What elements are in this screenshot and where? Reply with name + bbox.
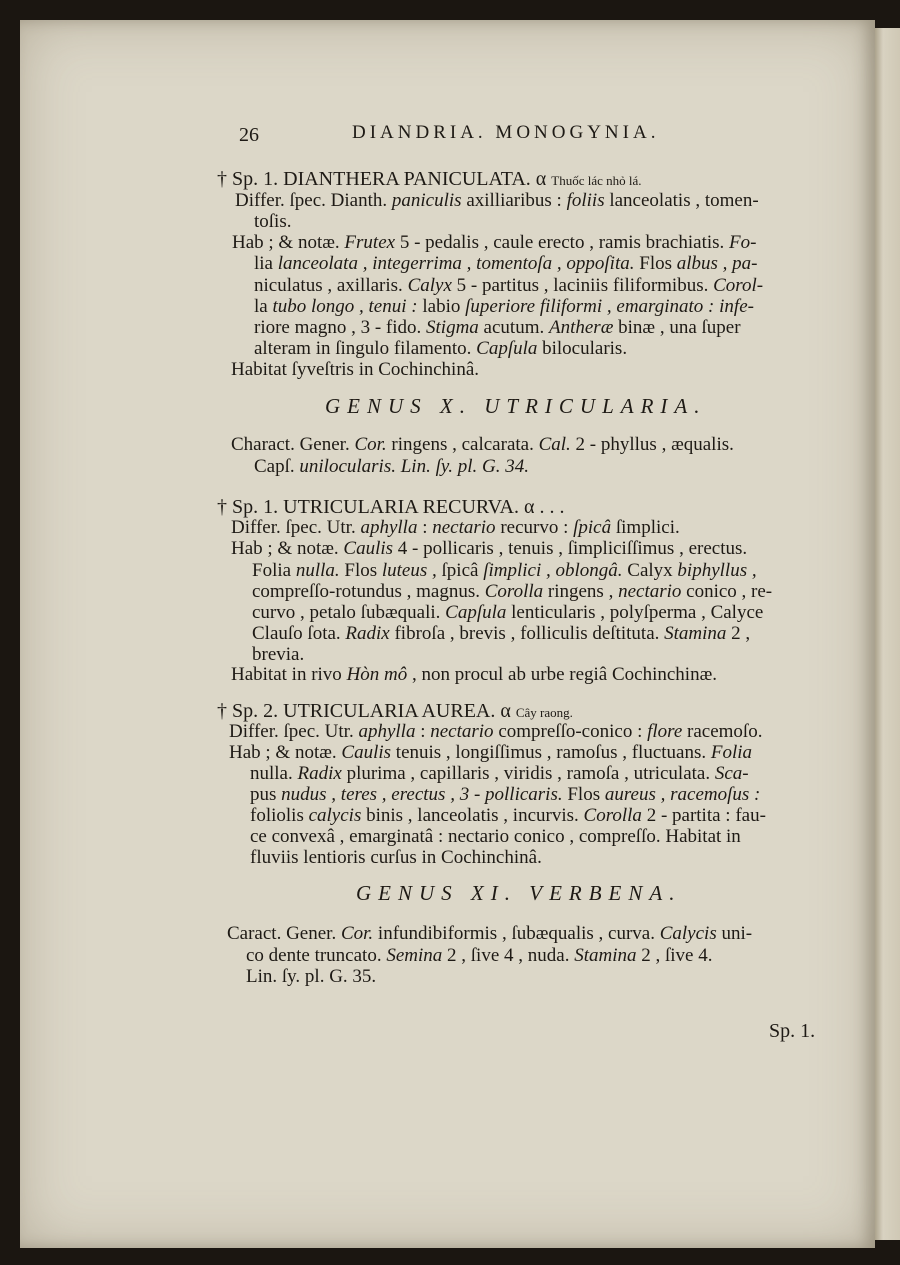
text-line [252,602,763,624]
italic-term: Corolla [484,581,544,602]
text-run: Capſ. [254,456,295,477]
text-run: 2 - phyllus , æqualis. [570,434,734,455]
dagger-mark: † Sp. 2. [217,700,279,722]
text-run: recurvo : [495,517,574,538]
text-run: Flos [639,253,672,274]
text-line [227,923,752,945]
catchword: Sp. 1. [769,1020,816,1042]
text-line [254,456,529,478]
text-run: labio [422,296,461,317]
italic-term: aureus , racemoſus : [600,784,761,805]
text-run: foliolis [250,805,309,826]
text-run: 5 - pedalis , caule erecto , ramis brachiatis. [395,232,730,253]
italic-term: nudus , teres , erectus , 3 - pollicaris. [276,784,568,805]
text-run: nulla. [250,763,298,784]
text-run: Calyx [627,560,673,581]
text-run: uni- [716,923,753,944]
text-run: fluviis lentioris curſus in Cochinchinâ. [250,847,542,868]
text-run: curvo , petalo ſubæquali. [252,602,446,623]
italic-term: Calycis [659,923,717,944]
italic-term: albus , pa- [672,253,758,274]
text-run: compreſſo-conico : [493,721,648,742]
text-run: infundibiformis , ſubæqualis , curva. [373,923,660,944]
italic-term: Antheræ [548,317,614,338]
species-name: UTRICULARIA AUREA. [283,700,496,722]
italic-term: Radix [345,623,390,644]
text-run: compreſſo-rotundus , magnus. [252,581,485,602]
text-line [231,538,747,560]
italic-term: Stigma [426,317,479,338]
italic-term: Stamina [664,623,727,644]
text-line [250,805,766,827]
text-line [254,317,741,339]
text-line [252,560,757,582]
text-run: plurima , capillaris , viridis , ramoſa , utriculata. [341,763,715,784]
italic-term: nectario [618,581,682,602]
text-run: Hab ; & notæ. [232,232,345,253]
text-run: : [417,517,433,538]
italic-term: Caulis [343,538,394,559]
italic-term: ſimplici , oblongâ. [478,560,628,581]
text-line [231,664,717,686]
text-run: Clauſo ſota. [252,623,346,644]
italic-term: Hòn mô [346,664,408,685]
text-run: Caract. Gener. [227,923,341,944]
text-run: alteram in ſingulo filamento. [254,338,477,359]
text-line [229,742,752,764]
text-line [254,275,763,297]
italic-term: tubo longo , tenui : [267,296,423,317]
text-run: lia [254,253,273,274]
text-run: 2 , [726,623,751,644]
text-line [254,338,627,360]
species-heading-utricularia-recurva [217,496,564,518]
text-run: 2 , ſive 4. [636,945,713,966]
text-run: : [415,721,431,742]
text-run: 2 - partita : fau- [641,805,766,826]
italic-term: aphylla [358,721,416,742]
italic-term: ſuperiore filiformi , emarginato : infe- [460,296,754,317]
italic-term: Frutex [344,232,396,253]
text-line [246,966,376,988]
text-run: ringens , [543,581,619,602]
italic-term: Cor. [340,923,374,944]
vernacular-name: Thuốc lác nhỏ lá. [551,173,642,188]
text-line [250,847,542,869]
text-line [229,721,762,743]
species-heading-dianthera [217,168,642,192]
text-run: 4 - pollicaris , tenuis , ſimpliciſſimus , erectus. [393,538,748,559]
italic-term: nectario [432,517,496,538]
text-run: ringens , calcarata. [386,434,539,455]
text-run: ſimplici. [611,517,680,538]
vernacular-name: Cây raong. [515,705,573,720]
italic-term: Capſula [476,338,538,359]
page-number: 26 [239,124,259,146]
text-line [246,945,713,967]
text-run: lanceolatis , tomen- [604,190,759,211]
book-page [20,20,875,1248]
text-run: axilliaribus : [461,190,567,211]
text-line [254,296,754,318]
text-run: , non procul ab urbe regiâ Cochinchinæ. [407,664,717,685]
italic-term: luteus , [377,560,442,581]
text-run: acutum. [478,317,549,338]
text-line [252,623,750,645]
italic-term: Caulis [341,742,392,763]
italic-term: Corol- [713,275,764,296]
text-run: binis , lanceolatis , incurvis. [361,805,584,826]
text-run: ce convexâ , emarginatâ : nectario conico , compreſſo. Habitat in [250,826,741,847]
text-run: Lin. ſy. pl. G. 35. [246,966,377,987]
genus-x-heading: GENUS X. UTRICULARIA. [325,394,707,418]
italic-term: foliis [566,190,605,211]
text-line [250,826,741,848]
text-run: Differ. ſpec. Utr. [229,721,359,742]
text-run: Hab ; & notæ. [231,538,344,559]
text-run: Habitat in rivo [231,664,347,685]
text-run: niculatus , axillaris. [254,275,408,296]
text-line [231,517,680,539]
text-run: 2 , ſive 4 , nuda. [442,945,575,966]
text-run: Flos [344,560,378,581]
text-run: racemoſo. [682,721,763,742]
running-head: DIANDRIA. MONOGYNIA. [352,122,660,143]
text-line [254,211,291,233]
text-line [231,359,479,381]
text-line [250,763,749,785]
italic-term: Calyx [407,275,452,296]
text-line [252,581,772,603]
italic-term: Cal. [538,434,571,455]
text-run: conico , re- [681,581,773,602]
italic-term: aphylla [360,517,418,538]
text-run: lenticularis , polyſperma , Calyce [506,602,764,623]
text-line [235,190,759,212]
text-run: riore magno , 3 - fido. [254,317,427,338]
text-line [252,644,304,666]
text-run: tenuis , longiſſimus , ramoſus , fluctuans. [391,742,711,763]
italic-term: nectario [430,721,494,742]
italic-term: Capſula [445,602,507,623]
text-line [232,232,756,254]
text-run: 5 - partitus , laciniis filiformibus. [451,275,714,296]
italic-term: nulla. [291,560,345,581]
text-run: co dente truncato. [246,945,387,966]
text-run: fibroſa , brevis , folliculis deſtituta. [389,623,665,644]
adjacent-page-edge [874,28,900,1240]
text-run: Differ. ſpec. Utr. [231,517,361,538]
text-run: Folia [252,560,292,581]
text-line [250,784,760,806]
text-run: binæ , una ſuper [613,317,741,338]
alpha-mark: α [535,168,547,190]
italic-term: Cor. [354,434,387,455]
italic-term: unilocularis. Lin. ſy. pl. G. 34. [294,456,529,477]
italic-term: Semina [386,945,443,966]
text-run: brevia. [252,644,305,665]
italic-term: calycis [308,805,362,826]
text-run: Charact. Gener. [231,434,355,455]
text-run: Flos [567,784,601,805]
italic-term: ſpicâ [573,517,612,538]
text-run: la [254,296,268,317]
text-run: Hab ; & notæ. [229,742,342,763]
text-run: Habitat ſyveſtris in Cochinchinâ. [231,359,480,380]
text-run: pus [250,784,277,805]
italic-term: lanceolata , integerrima , tomentoſa , oppoſita. [273,253,640,274]
species-name: DIANTHERA PANICULATA. [283,168,531,190]
alpha-mark: α . . . [523,496,565,518]
italic-term: flore [647,721,683,742]
dagger-mark: † Sp. 1. [217,168,279,190]
text-run: ſpicâ [441,560,479,581]
italic-term: Fo- [729,232,757,253]
italic-term: biphyllus , [672,560,757,581]
italic-term: paniculis [391,190,462,211]
genus-xi-heading: GENUS XI. VERBENA. [356,881,682,905]
italic-term: Stamina [574,945,637,966]
text-run: bilocularis. [537,338,628,359]
italic-term: Corolla [583,805,642,826]
text-line [231,434,734,456]
italic-term: Sca- [714,763,749,784]
species-name: UTRICULARIA RECURVA. [283,496,519,518]
text-line [254,253,758,275]
italic-term: Folia [710,742,753,763]
dagger-mark: † Sp. 1. [217,496,279,518]
text-run: Differ. ſpec. Dianth. [235,190,392,211]
italic-term: Radix [297,763,342,784]
text-run: toſis. [254,211,292,232]
alpha-mark: α [500,700,511,722]
